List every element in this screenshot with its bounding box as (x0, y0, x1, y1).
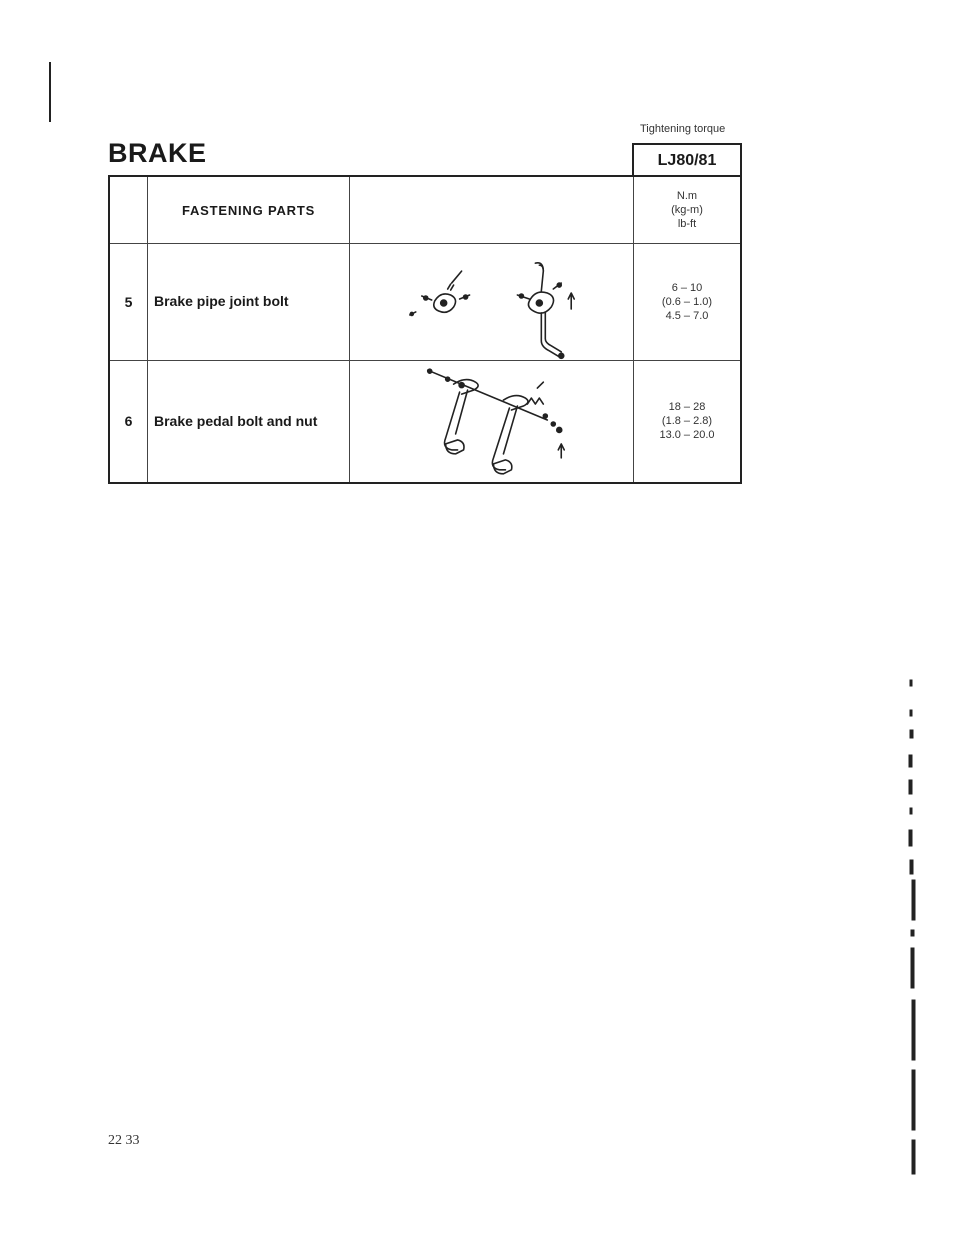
table-row (110, 360, 740, 482)
scan-edge-marks (898, 480, 928, 1180)
unit-nm: N.m (676, 190, 698, 202)
part-name-text: Brake pedal bolt and nut (154, 412, 318, 429)
header-illustration-cell (350, 177, 634, 243)
row-number: 6 (110, 360, 148, 482)
row-number: 5 (110, 243, 148, 360)
table-row (110, 243, 740, 361)
page-number: 22 33 (108, 1133, 140, 1148)
fastening-parts-table (108, 175, 742, 484)
header-no-cell (110, 177, 148, 243)
model-label: LJ80/81 (657, 151, 717, 169)
torque-lbft: 13.0 – 20.0 (659, 429, 715, 441)
torque-value-cell (634, 360, 740, 482)
section-title: BRAKE (108, 138, 207, 168)
brake-pedal-illustration (350, 360, 634, 482)
torque-nm: 6 – 10 (671, 281, 703, 294)
model-header (632, 143, 742, 176)
part-name (148, 243, 350, 360)
part-name-text: Brake pipe joint bolt (154, 293, 289, 309)
header-parts-cell (148, 177, 350, 243)
brake-pedal-drawing (350, 360, 633, 482)
torque-caption: Tightening torque (640, 123, 726, 135)
torque-kgm: (0.6 – 1.0) (661, 295, 713, 308)
torque-kgm: (1.8 – 2.8) (661, 415, 713, 427)
header-parts-label: FASTENING PARTS (181, 202, 316, 218)
unit-lbft: lb-ft (677, 218, 697, 230)
torque-lbft: 4.5 – 7.0 (665, 309, 709, 322)
brake-pipe-joint-drawing (350, 243, 633, 360)
torque-value-cell (634, 243, 740, 360)
binding-line (49, 62, 51, 122)
torque-nm: 18 – 28 (668, 401, 706, 413)
unit-kgm: (kg-m) (671, 204, 703, 216)
brake-pipe-joint-illustration (350, 243, 634, 360)
table-header-row (110, 177, 740, 244)
part-name (148, 360, 350, 482)
header-unit-cell (634, 177, 740, 243)
